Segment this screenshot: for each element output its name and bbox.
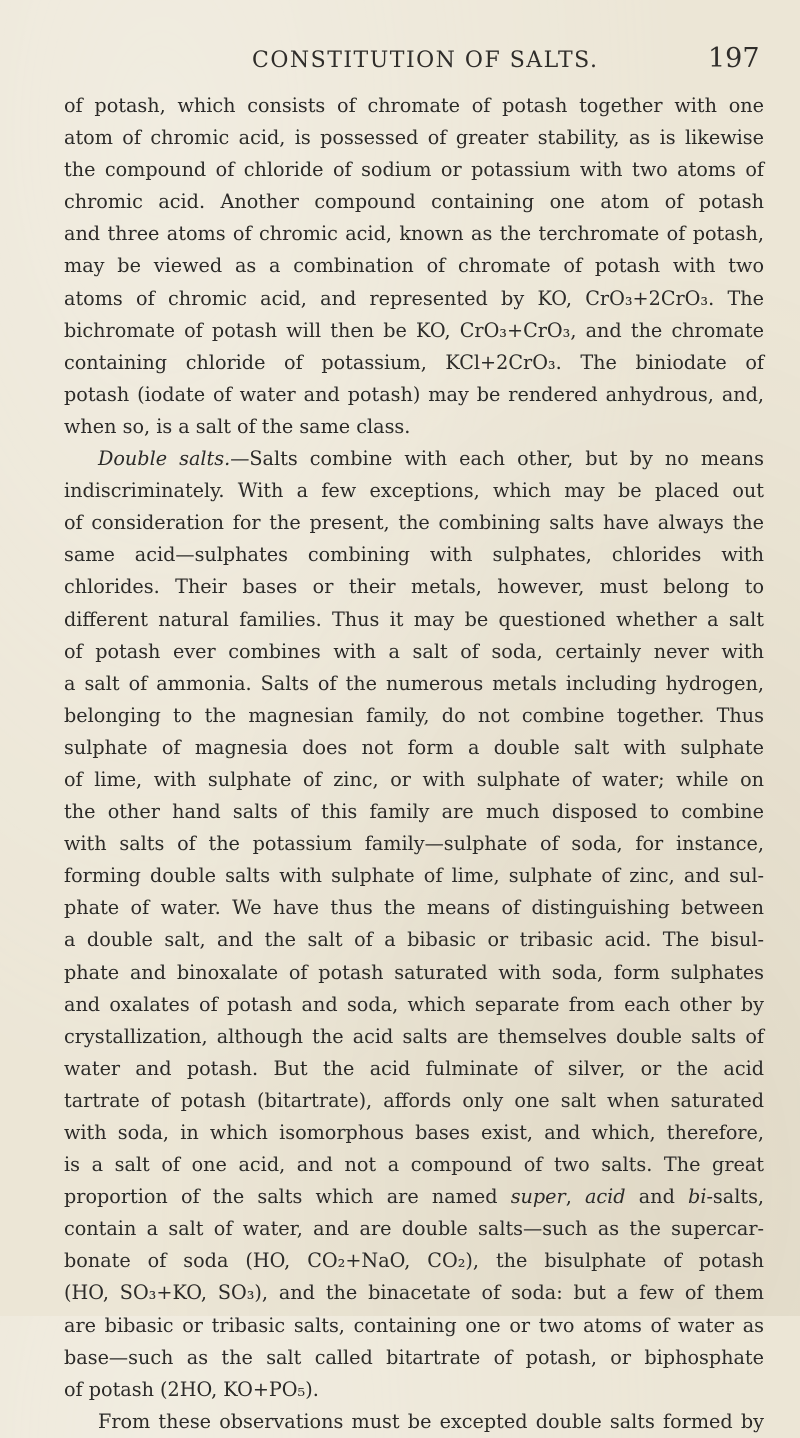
text-line: containing chloride of potassium, KCl+2CrO₃. The biniodate of [64,350,764,374]
text-line: contain a salt of water, and are double salts—such as the supercar- [64,1217,764,1241]
text-line: potash (iodate of water and potash) may be rendered anhydrous, and, [64,382,764,406]
text-line: a salt of ammonia. Salts of the numerous metals including hydrogen, [64,671,764,695]
text-line: and oxalates of potash and soda, which separate from each other by [64,992,764,1016]
text-line: with salts of the potassium family—sulphate of soda, for instance, [64,832,764,856]
text-line: is a salt of one acid, and not a compound of two salts. The great [64,1153,764,1177]
text-line: the compound of chloride of sodium or potassium with two atoms of [64,158,764,182]
italic-term: super [510,1185,566,1209]
text-line: From these observations must be excepted double salts formed by [98,1409,764,1433]
text-line: are bibasic or tribasic salts, containing one or two atoms of water as [64,1313,764,1337]
text-line: of potash ever combines with a salt of soda, certainly never with [64,639,764,663]
text-line: of lime, with sulphate of zinc, or with sulphate of water; while on [64,767,764,791]
text-line: (HO, SO₃+KO, SO₃), and the binacetate of soda: but a few of them [64,1281,764,1305]
text-line: of potash, which consists of chromate of potash together with one [64,94,764,117]
italic-term: bi [688,1185,707,1209]
text-line: phate and binoxalate of potash saturated with soda, form sulphates [64,960,764,984]
text-line: different natural families. Thus it may be questioned whether a salt [64,607,764,631]
text-line: of consideration for the present, the combining salts have always the [64,511,764,535]
italic-term: acid [584,1185,626,1209]
text-line: when so, is a salt of the same class. [64,414,411,438]
text-line: a double salt, and the salt of a bibasic or tribasic acid. The bisul- [64,928,764,952]
text-line: bonate of soda (HO, CO₂+NaO, CO₂), the bisulphate of potash [64,1249,764,1273]
text-line: may be viewed as a combination of chromate of potash with two [64,254,764,278]
heading-continuation: —Salts combine with each other, but by no means [230,447,765,471]
text-line: chlorides. Their bases or their metals, however, must belong to [64,575,764,599]
text-line: same acid—sulphates combining with sulphates, chlorides with [64,543,764,567]
text-line: of potash (2HO, KO+PO₅). [64,1377,319,1401]
text-line: tartrate of potash (bitartrate), affords only one salt when saturated [64,1088,764,1112]
text-line: base—such as the salt called bitartrate of potash, or biphosphate [64,1345,764,1369]
text-line: chromic acid. Another compound containing one atom of potash [64,190,764,214]
text-line: with soda, in which isomorphous bases exist, and which, therefore, [64,1121,764,1144]
text-line: crystallization, although the acid salts are themselves double salts of [64,1024,764,1048]
text-line: indiscriminately. With a few exceptions, which may be placed out [64,479,764,503]
text-line: bichromate of potash will then be KO, CrO₃+CrO₃, and the chromate [64,318,764,342]
text-line: the other hand salts of this family are much disposed to combine [64,800,764,824]
page-number: 197 [708,43,760,74]
text-line-italic-terms: proportion of the salts which are named super, acid and bi-salts, [64,1185,765,1209]
text-line: sulphate of magnesia does not form a double salt with sulphate [64,735,764,759]
text-line: water and potash. But the acid fulminate of silver, or the acid [64,1056,764,1080]
section-heading-double-salts: Double salts. [98,447,231,471]
body-text [64,90,764,1438]
text-line: belonging to the magnesian family, do not combine together. Thus [64,703,764,727]
text-line: atom of chromic acid, is possessed of greater stability, as is likewise [64,126,764,150]
text-line-double-salts [64,443,764,475]
running-title: CONSTITUTION OF SALTS. [252,48,599,73]
text-line: phate of water. We have thus the means of distinguishing between [64,896,764,920]
text-line: and three atoms of chromic acid, known as the terchromate of potash, [64,222,764,246]
text-line: atoms of chromic acid, and represented by KO, CrO₃+2CrO₃. The [64,286,764,310]
text-line: forming double salts with sulphate of lime, sulphate of zinc, and sul- [64,864,764,888]
